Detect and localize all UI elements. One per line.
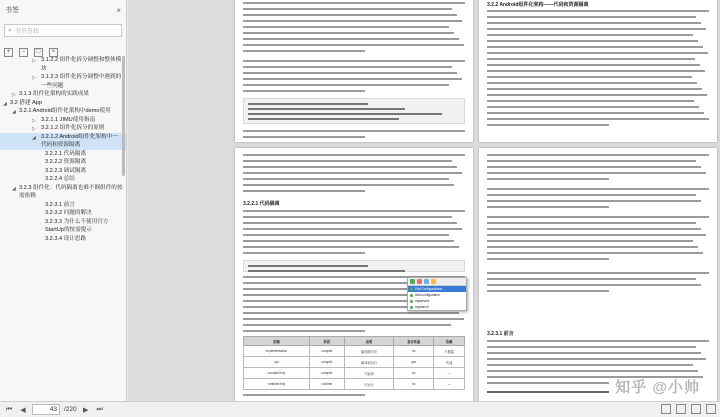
text-line <box>243 172 462 174</box>
search-placeholder: 书签查找 <box>14 29 39 35</box>
last-page-icon[interactable]: ⏭ <box>96 405 103 413</box>
text-line <box>243 184 454 186</box>
delete-bookmark-icon[interactable]: × <box>49 48 58 57</box>
table-row <box>244 379 465 390</box>
sidebar-toc-item[interactable] <box>0 235 127 244</box>
text-line <box>243 32 454 34</box>
text-line <box>487 112 704 114</box>
sidebar-toc-item[interactable] <box>0 116 127 125</box>
table-header: 阶段 <box>309 337 344 346</box>
text-line <box>487 40 698 42</box>
text-line <box>487 370 698 372</box>
text-line <box>243 84 449 86</box>
text-line <box>243 210 465 212</box>
page-navigation <box>0 404 127 415</box>
section-heading: 3.2.3.1 前言 <box>487 331 514 337</box>
bookmark-sidebar <box>0 0 127 401</box>
text-line <box>243 154 465 156</box>
toc-item-label: 3.1.2.3 组件化拆分调整中遇到的一些问题 <box>41 74 122 89</box>
text-line <box>487 284 701 286</box>
status-bar <box>0 401 720 417</box>
toc-item-label: 3.2.3.4 设计思路 <box>45 235 87 242</box>
text-line <box>487 290 609 292</box>
sidebar-toc-item[interactable] <box>0 124 127 133</box>
table-cell: no <box>394 379 434 390</box>
sidebar-toc-item[interactable] <box>0 167 127 176</box>
code-block <box>243 260 465 272</box>
text-line <box>487 22 701 24</box>
text-line <box>243 72 457 74</box>
text-line <box>487 82 697 84</box>
table-header: 依赖 <box>244 337 310 346</box>
text-line <box>243 394 365 396</box>
table-cell: 传递 <box>434 357 465 368</box>
search-icon: ⌕ <box>8 26 12 34</box>
menu-item[interactable]: myservice <box>408 298 466 304</box>
table-row <box>244 357 465 368</box>
text-line <box>243 14 457 16</box>
text-line <box>487 272 709 274</box>
text-line <box>487 206 609 208</box>
collapse-triangle-icon[interactable]: ▷ <box>32 117 36 124</box>
text-line <box>243 66 452 68</box>
next-page-icon[interactable]: ▶ <box>82 406 89 414</box>
text-line <box>487 222 696 224</box>
expand-all-icon[interactable]: + <box>4 48 13 57</box>
toc-item-label: 3.2.2.4 总结 <box>45 176 75 182</box>
text-line <box>243 240 454 242</box>
pdf-page <box>479 148 717 401</box>
text-line <box>487 346 696 348</box>
text-line <box>487 352 701 354</box>
bookmark-search-input[interactable] <box>4 24 122 37</box>
table-cell: yes <box>394 357 434 368</box>
text-line <box>243 252 365 254</box>
text-line <box>243 330 365 332</box>
text-line <box>243 8 452 10</box>
sidebar-title: 书签 <box>5 7 19 14</box>
menu-item[interactable]: Add configuration <box>408 292 466 298</box>
table-cell: compile <box>309 357 344 368</box>
text-line <box>243 324 451 326</box>
collapse-triangle-icon[interactable]: ▷ <box>32 75 36 81</box>
text-line <box>487 118 709 120</box>
table-cell: 编译和运行 <box>344 357 393 368</box>
sidebar-toc-item[interactable] <box>0 150 127 159</box>
sidebar-scrollbar[interactable] <box>122 56 125 176</box>
table-row <box>244 368 465 379</box>
view-controls <box>661 404 716 414</box>
text-line <box>487 76 692 78</box>
two-page-icon[interactable] <box>676 404 686 414</box>
text-line <box>487 188 709 190</box>
text-line <box>243 90 365 92</box>
text-line <box>243 234 449 236</box>
toc-item-label: 3.2.3.3 为什么不使用官方StartUp的按需提示 <box>45 218 109 233</box>
text-line <box>243 38 459 40</box>
table-cell: api <box>244 357 310 368</box>
expand-triangle-icon[interactable]: ◢ <box>12 109 16 115</box>
sidebar-toc-item[interactable] <box>0 218 127 235</box>
text-line <box>487 100 694 102</box>
toc-item-label: 3.1.2.2 组件化拆分调整和整体模块 <box>41 57 122 72</box>
pdf-page <box>235 148 473 401</box>
table-cell: — <box>434 368 465 379</box>
table-cell: runtimeOnly <box>244 379 310 390</box>
table-cell: runtime <box>309 379 344 390</box>
text-line <box>243 44 464 46</box>
dependency-table <box>243 336 465 390</box>
sidebar-header <box>0 0 126 20</box>
table-header: 是否传递 <box>394 337 434 346</box>
text-line <box>243 78 462 80</box>
text-line <box>487 88 702 90</box>
sidebar-toc-item[interactable] <box>0 73 127 90</box>
sidebar-toc-item[interactable] <box>0 107 127 116</box>
toc-item-label: 3.2.1.2 Android组件化架构中一代码和资源隔离 <box>41 133 118 148</box>
section-heading: 3.2.2 Android组件化架构——代码和资源隔离 <box>487 2 589 8</box>
text-line <box>487 340 709 342</box>
table-header: 依赖 <box>434 337 465 346</box>
text-line <box>487 58 695 60</box>
context-menu-toolbar <box>408 278 466 286</box>
first-page-icon[interactable]: ⏮ <box>5 405 13 413</box>
fullscreen-icon[interactable] <box>706 404 716 414</box>
text-line <box>243 166 457 168</box>
toc-item-label: 3.2.3.1 前言 <box>45 201 75 208</box>
text-line <box>243 26 449 28</box>
expand-triangle-icon[interactable]: ◢ <box>12 185 16 192</box>
text-line <box>487 194 696 196</box>
collapse-all-icon[interactable]: − <box>19 48 28 57</box>
sidebar-toc-item[interactable] <box>0 209 127 218</box>
table-cell: implementation <box>244 346 310 357</box>
text-line <box>487 200 701 202</box>
context-menu-screenshot <box>407 277 467 311</box>
single-page-icon[interactable] <box>661 404 671 414</box>
toc-item-label: 3.2.3.2 问题的解决 <box>45 210 92 216</box>
sidebar-toc-item[interactable] <box>0 90 127 99</box>
toc-item-label: 3.2 搭建 App <box>10 99 43 106</box>
page-number-input[interactable]: 43 <box>32 404 60 415</box>
text-line <box>487 16 696 18</box>
text-line <box>487 64 700 66</box>
text-line <box>487 10 709 12</box>
page-total: /220 <box>64 406 77 413</box>
watermark-text: 知乎 @小帅 <box>615 379 700 396</box>
close-icon[interactable]: × <box>116 5 121 15</box>
text-line <box>243 130 465 132</box>
text-line <box>487 94 707 96</box>
text-line <box>243 246 459 248</box>
sidebar-toc-item[interactable] <box>0 133 127 150</box>
text-line <box>487 234 706 236</box>
text-line <box>487 391 609 393</box>
menu-item[interactable]: Edit Configurations... <box>408 286 466 292</box>
text-line <box>487 216 709 218</box>
bookmark-tree <box>0 56 127 243</box>
toc-item-label: 3.2.2.3 调试隔离 <box>45 167 87 174</box>
collapse-triangle-icon[interactable]: ▷ <box>32 126 36 132</box>
pdf-page <box>235 0 473 142</box>
text-line <box>487 382 609 384</box>
collapse-triangle-icon[interactable]: ▷ <box>12 92 16 98</box>
toc-item-label: 3.2.1.2 组件化拆分的原则 <box>41 125 105 131</box>
text-line <box>243 216 452 218</box>
expand-triangle-icon[interactable]: ◢ <box>32 134 36 141</box>
text-line <box>487 166 701 168</box>
text-line <box>487 364 693 366</box>
sidebar-toc-item[interactable] <box>0 184 127 201</box>
text-line <box>243 20 462 22</box>
text-line <box>487 34 693 36</box>
text-line <box>487 52 708 54</box>
text-line <box>487 172 706 174</box>
text-line <box>487 278 696 280</box>
table-cell: no <box>394 368 434 379</box>
toc-item-label: 3.2.2.1 代码隔离 <box>45 150 87 157</box>
pdf-page <box>479 0 717 142</box>
table-cell: compile <box>309 368 344 379</box>
add-bookmark-icon[interactable]: □ <box>34 48 43 57</box>
table-cell: 不暴露 <box>434 346 465 357</box>
table-cell: — <box>434 379 465 390</box>
text-line <box>243 312 459 314</box>
expand-triangle-icon[interactable]: ◢ <box>3 100 7 107</box>
sidebar-toc-item[interactable] <box>0 175 127 184</box>
table-cell: no <box>394 346 434 357</box>
text-line <box>487 46 703 48</box>
menu-item[interactable]: mylaunch <box>408 304 466 310</box>
sidebar-toc-item[interactable] <box>0 56 127 73</box>
text-line <box>243 160 452 162</box>
fit-width-icon[interactable] <box>691 404 701 414</box>
toc-item-label: 3.2.1.1 JIMU使用指南 <box>41 116 96 123</box>
sidebar-toc-item[interactable] <box>0 99 127 108</box>
text-line <box>487 160 696 162</box>
text-line <box>487 154 709 156</box>
text-line <box>243 190 365 192</box>
table-cell: compileOnly <box>244 368 310 379</box>
text-line <box>243 178 449 180</box>
text-line <box>487 252 703 254</box>
document-viewport[interactable] <box>128 0 720 401</box>
text-line <box>487 228 701 230</box>
table-cell: compile <box>309 346 344 357</box>
text-line <box>487 124 609 126</box>
section-heading: 3.2.2.1 代码隔离 <box>243 201 280 207</box>
text-line <box>243 2 465 4</box>
code-block <box>243 98 465 124</box>
table-header: 说明 <box>344 337 393 346</box>
sidebar-toc-item[interactable] <box>0 201 127 210</box>
prev-page-icon[interactable]: ◀ <box>20 406 26 414</box>
sidebar-toc-item[interactable] <box>0 158 127 167</box>
text-line <box>243 50 365 52</box>
text-line <box>243 318 464 320</box>
text-line <box>243 60 465 62</box>
table-cell: 只运行 <box>344 379 393 390</box>
text-line <box>487 178 609 180</box>
text-line <box>487 358 706 360</box>
text-line <box>487 240 693 242</box>
toc-item-label: 3.2.1 Android组件化架构中demo使用 <box>19 108 111 114</box>
text-line <box>243 222 457 224</box>
toc-item-label: 3.1.3 组件化架构的实践成果 <box>19 91 89 97</box>
text-line <box>487 70 705 72</box>
table-cell: 只编译 <box>344 368 393 379</box>
toc-item-label: 3.2.3 组件化：代码隔离也难不倒组件的按需依赖 <box>19 184 123 199</box>
table-row <box>244 346 465 357</box>
table-cell: 编译期可见 <box>344 346 393 357</box>
text-line <box>487 246 698 248</box>
text-line <box>487 106 699 108</box>
text-line <box>243 228 462 230</box>
collapse-triangle-icon[interactable]: ▷ <box>32 58 36 64</box>
text-line <box>243 136 365 138</box>
text-line <box>487 28 706 30</box>
text-line <box>487 258 609 260</box>
toc-item-label: 3.2.2.2 资源隔离 <box>45 159 87 165</box>
